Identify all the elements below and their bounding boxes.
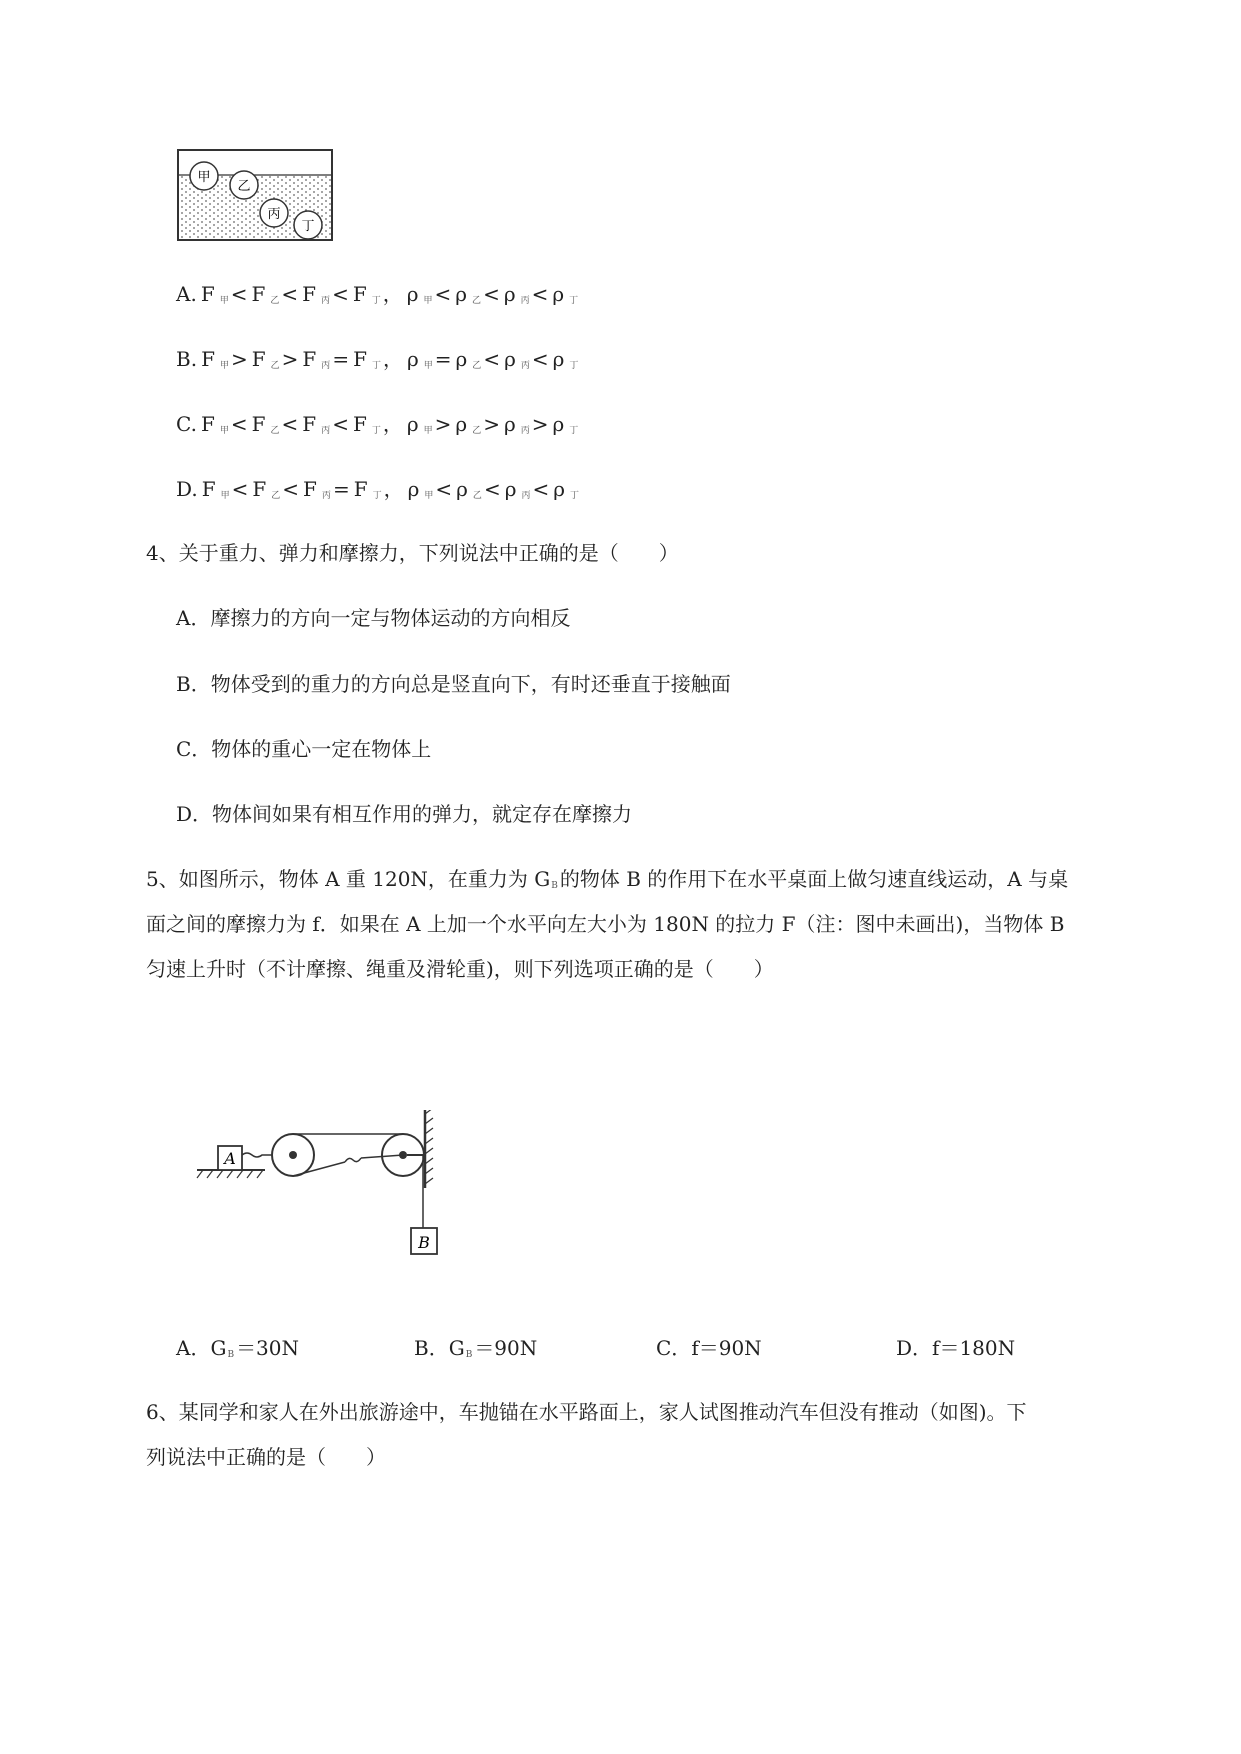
subscript: 乙 [271, 491, 281, 501]
option-letter: D. [176, 477, 198, 501]
subscript: 丙 [321, 491, 331, 501]
subscript: 甲 [423, 426, 433, 436]
density-symbol: ρ [552, 412, 565, 436]
subscript: 乙 [472, 361, 482, 371]
ball-label: 乙 [237, 179, 251, 194]
density-symbol: ρ [504, 477, 517, 501]
option-letter: C. [176, 412, 197, 436]
comparison-op: > [434, 412, 452, 436]
q3-option-d[interactable] [176, 477, 581, 508]
comparison-op: < [434, 282, 452, 306]
force-symbol: F [302, 282, 317, 306]
density-symbol: ρ [407, 477, 420, 501]
density-symbol: ρ [406, 282, 419, 306]
ball-bing [260, 199, 288, 227]
force-symbol: F [353, 347, 367, 371]
subscript: 丁 [569, 426, 579, 436]
subscript: 甲 [424, 491, 434, 501]
separator: ， [383, 477, 404, 501]
q3-option-b[interactable] [176, 347, 580, 378]
subscript: 甲 [219, 296, 229, 306]
ball-label: 甲 [197, 170, 211, 185]
comparison-op: < [532, 477, 550, 501]
density-symbol: ρ [406, 347, 419, 371]
subscript: 甲 [423, 361, 433, 371]
comparison-op: < [332, 412, 349, 436]
subscript: 甲 [219, 426, 229, 436]
comparison-op: < [531, 282, 549, 306]
comparison-op: > [281, 347, 299, 371]
ball-label: 丙 [267, 207, 281, 222]
separator: ， [382, 347, 403, 371]
density-symbol: ρ [553, 477, 566, 501]
separator: ， [382, 282, 403, 306]
ball-label: 丁 [301, 219, 315, 234]
subscript: 丙 [520, 296, 530, 306]
density-symbol: ρ [455, 282, 468, 306]
q4-stem: 4、关于重力、弹力和摩擦力，下列说法中正确的是（ ） [146, 541, 679, 565]
comparison-op: = [332, 347, 350, 371]
option-letter: B. [176, 347, 198, 371]
subscript: 丙 [321, 296, 331, 306]
block-b-label: B [418, 1233, 430, 1252]
subscript: 甲 [423, 296, 433, 306]
comparison-op: = [332, 477, 350, 501]
density-symbol: ρ [503, 282, 516, 306]
force-symbol: F [200, 282, 215, 306]
subscript: 丁 [371, 426, 381, 436]
density-symbol: ρ [455, 412, 468, 436]
comparison-op: < [230, 412, 248, 436]
comparison-op: > [531, 412, 549, 436]
subscript: 丙 [521, 491, 531, 501]
density-symbol: ρ [552, 282, 565, 306]
density-symbol: ρ [406, 412, 419, 436]
density-symbol: ρ [503, 412, 516, 436]
force-symbol: F [252, 477, 267, 501]
ball-jia [190, 162, 218, 190]
force-symbol: F [201, 477, 216, 501]
figure-balls-in-liquid [176, 148, 336, 244]
subscript: 丙 [520, 426, 530, 436]
force-symbol: F [302, 347, 317, 371]
comparison-op: = [434, 347, 452, 371]
subscript: 丙 [520, 361, 530, 371]
subscript: 丁 [371, 361, 381, 371]
q5-stem-line3: 匀速上升时（不计摩擦、绳重及滑轮重)，则下列选项正确的是（ ） [146, 957, 774, 981]
subscript: 丁 [372, 491, 382, 501]
q6-stem-line2: 列说法中正确的是（ ） [146, 1445, 386, 1469]
comparison-op: > [230, 347, 248, 371]
subscript: 乙 [472, 426, 482, 436]
subscript: 乙 [270, 361, 280, 371]
force-symbol: F [353, 477, 368, 501]
q4-option-a[interactable]: A．摩擦力的方向一定与物体运动的方向相反 [176, 606, 571, 630]
force-symbol: F [251, 412, 266, 436]
density-symbol: ρ [504, 347, 516, 371]
force-symbol: F [251, 282, 266, 306]
density-symbol: ρ [552, 347, 565, 371]
q4-option-b[interactable]: B．物体受到的重力的方向总是竖直向下，有时还垂直于接触面 [176, 672, 731, 696]
q5-stem-line1: 5、如图所示，物体 A 重 120N，在重力为 $G_B$ 的物体 B 的作用下在水平桌面上做匀速直线运动，A 与桌 [146, 867, 1069, 891]
block-a-label: A [224, 1149, 236, 1168]
force-symbol: F [201, 347, 215, 371]
figure-pulley-system [195, 1110, 445, 1275]
q3-option-a[interactable] [176, 282, 580, 313]
density-symbol: ρ [456, 477, 468, 501]
force-symbol: F [200, 412, 215, 436]
q5-stem-line2: 面之间的摩擦力为 f．如果在 A 上加一个水平向左大小为 180N 的拉力 F（注：图中未画出)，当物体 B [146, 912, 1065, 936]
force-symbol: F [302, 412, 317, 436]
comparison-op: < [281, 282, 299, 306]
comparison-op: < [483, 347, 501, 371]
comparison-op: < [281, 412, 299, 436]
subscript: 乙 [472, 491, 482, 501]
comparison-op: < [435, 477, 453, 501]
comparison-op: < [483, 282, 500, 306]
separator: ， [382, 412, 403, 436]
subscript: 乙 [270, 426, 280, 436]
density-symbol: ρ [455, 347, 468, 371]
subscript: 丙 [321, 426, 331, 436]
comparison-op: < [231, 477, 249, 501]
ball-yi [230, 171, 258, 199]
q5-option-c[interactable]: C．f＝90N [656, 1336, 762, 1360]
subscript: 丁 [371, 296, 381, 306]
comparison-op: < [230, 282, 248, 306]
force-symbol: F [251, 347, 266, 371]
option-letter: A. [176, 282, 197, 306]
q5-option-a[interactable]: A．$G_B =30N$ [176, 1336, 300, 1360]
q3-option-c[interactable] [176, 412, 580, 443]
comparison-op: < [531, 347, 549, 371]
ball-ding [294, 211, 322, 239]
subscript: 乙 [270, 296, 280, 306]
q5-option-b[interactable]: B．$G_B =90N$ [414, 1336, 538, 1360]
comparison-op: < [332, 282, 349, 306]
subscript: 甲 [219, 361, 229, 371]
force-symbol: F [352, 282, 367, 306]
force-symbol: F [303, 477, 317, 501]
q4-option-c[interactable]: C．物体的重心一定在物体上 [176, 737, 432, 761]
subscript: 乙 [472, 296, 482, 306]
subscript: 丁 [569, 361, 579, 371]
subscript: 丁 [570, 491, 580, 501]
comparison-op: < [282, 477, 300, 501]
q5-option-d[interactable]: D．f＝180N [896, 1336, 1016, 1360]
force-symbol: F [352, 412, 367, 436]
q6-stem-line1: 6、某同学和家人在外出旅游途中，车抛锚在水平路面上，家人试图推动汽车但没有推动（如图)。下 [146, 1400, 1027, 1424]
comparison-op: > [483, 412, 500, 436]
subscript: 丁 [569, 296, 579, 306]
q4-option-d[interactable]: D．物体间如果有相互作用的弹力，就定存在摩擦力 [176, 802, 633, 826]
comparison-op: < [483, 477, 501, 501]
subscript: 丙 [321, 361, 331, 371]
subscript: 甲 [220, 491, 230, 501]
